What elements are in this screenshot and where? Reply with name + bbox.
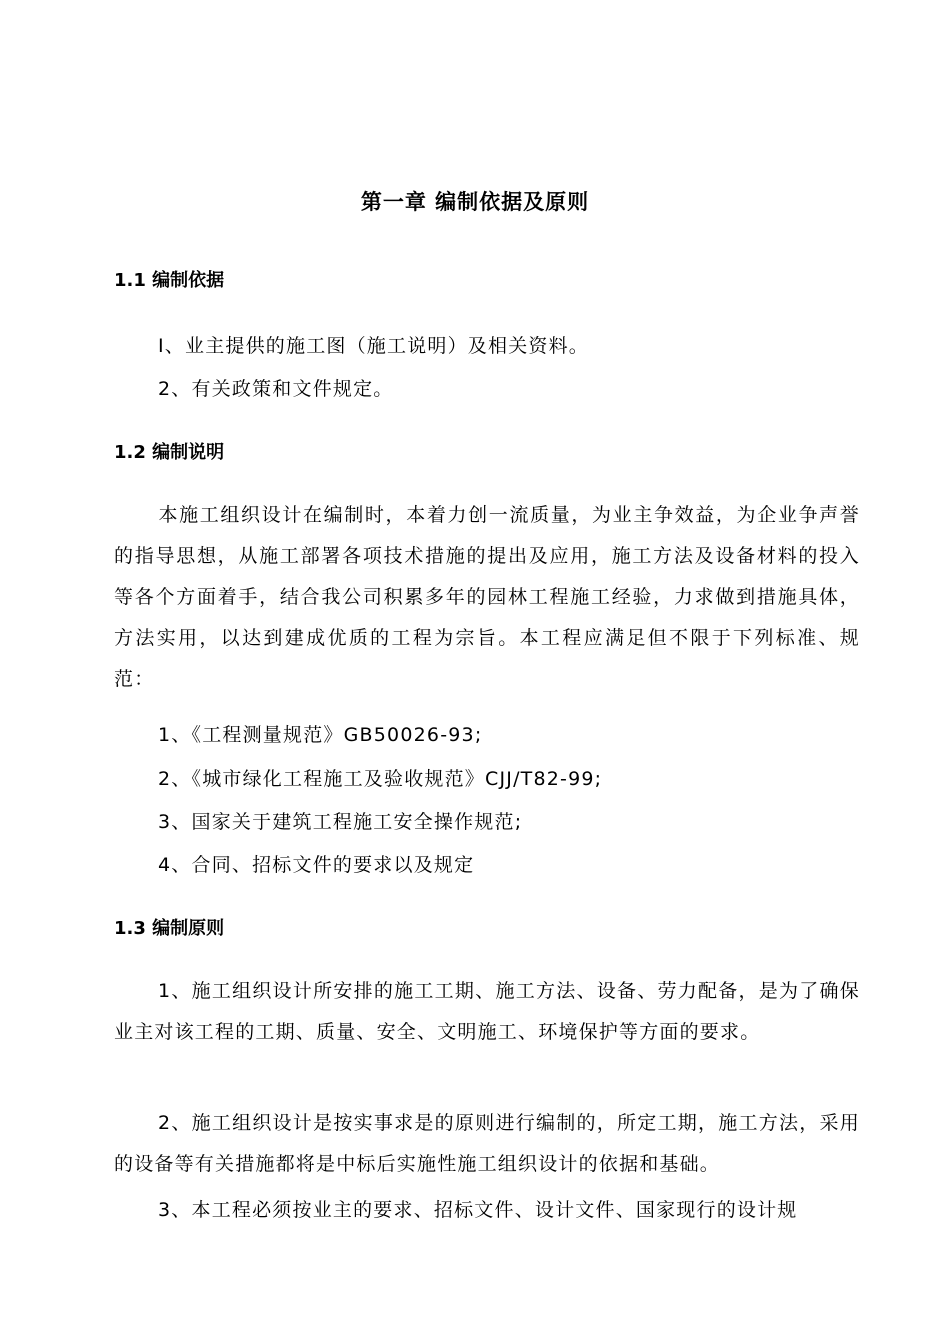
principle-paragraph-3 — [114, 1190, 860, 1231]
section-heading-1-2: 1.2 编制说明 — [114, 442, 225, 463]
chapter-title: 第一章 编制依据及原则 — [360, 190, 590, 214]
principle-paragraph-1 — [114, 971, 860, 1053]
description-paragraph — [114, 495, 860, 700]
principle-paragraph-2 — [114, 1103, 860, 1185]
section-heading-1-1: 1.1 编制依据 — [114, 270, 225, 291]
basis-item-1: I、业主提供的施工图（施工说明）及相关资料。 — [158, 335, 590, 357]
standard-item-4: 4、合同、招标文件的要求以及规定 — [158, 854, 475, 876]
section-heading-1-3: 1.3 编制原则 — [114, 918, 225, 939]
principle-text-1: 1、施工组织设计所安排的施工工期、施工方法、设备、劳力配备，是为了确保业主对该工程的工期、质量、安全、文明施工、环境保护等方面的要求。 — [114, 980, 860, 1043]
description-text: 本施工组织设计在编制时，本着力创一流质量，为业主争效益，为企业争声誉的指导思想，从施工部署各项技术措施的提出及应用，施工方法及设备材料的投入等各个方面着手，结合我公司积累多年的园林工程施工经验，力求做到措施具体，方法实用，以达到建成优质的工程为宗旨。本工程应满足但不限于下列标准、规范： — [114, 504, 860, 690]
basis-item-2: 2、有关政策和文件规定。 — [158, 378, 394, 400]
standard-item-2: 2、《城市绿化工程施工及验收规范》CJJ/T82-99; — [158, 768, 603, 790]
principle-text-3: 3、本工程必须按业主的要求、招标文件、设计文件、国家现行的设计规 — [158, 1199, 798, 1221]
principle-text-2: 2、施工组织设计是按实事求是的原则进行编制的，所定工期，施工方法，采用的设备等有关措施都将是中标后实施性施工组织设计的依据和基础。 — [114, 1112, 860, 1175]
standard-item-1: 1、《工程测量规范》GB50026-93; — [158, 724, 483, 746]
standard-item-3: 3、国家关于建筑工程施工安全操作规范; — [158, 811, 523, 833]
